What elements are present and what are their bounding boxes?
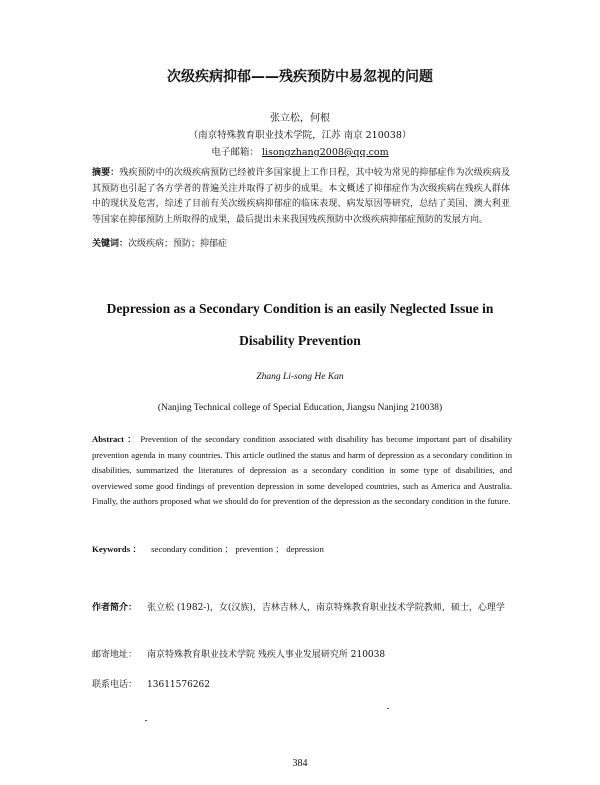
english-title-line-1: Depression as a Secondary Condition is an easily Neglected Issue in xyxy=(106,301,494,316)
chinese-authors: 张立松，何根 xyxy=(270,113,330,124)
email-label: 电子邮箱： xyxy=(211,147,259,158)
scan-speck xyxy=(387,708,389,709)
chinese-affiliation: （南京特殊教育职业技术学院，江苏 南京 210038） xyxy=(188,130,412,141)
english-authors: Zhang Li-song He Kan xyxy=(256,372,344,382)
english-keywords-label: Keywords ： xyxy=(92,544,142,554)
english-abstract xyxy=(92,432,512,510)
chinese-keywords xyxy=(92,236,227,249)
mailing-address-label: 邮寄地址： xyxy=(92,650,138,660)
author-bio-label: 作者简介： xyxy=(92,603,138,613)
page-number: 384 xyxy=(292,758,308,769)
english-affiliation: (Nanjing Technical college of Special Education, Jiangsu Nanjing 210038) xyxy=(157,403,443,413)
english-abstract-text: Prevention of the secondary condition associated with disability has become important part of disability prevention agenda in many countries. This article outlined the status and harm of depression as a secondary condition in disabilities, summarized the literatures of depression as a secondary condition in some type of disabilities, and overviewed some good findings of prevention depression in some developed countries, such as America and Australia. Finally, the authors proposed what we should do for prevention of the depression as the secondary condition in the future. xyxy=(92,434,512,507)
mailing-address-text: 南京特殊教育职业技术学院 残疾人事业发展研究所 210038 xyxy=(147,650,386,660)
scan-speck xyxy=(145,720,147,721)
chinese-abstract-label: 摘要： xyxy=(92,168,120,178)
contact-phone xyxy=(92,677,512,693)
chinese-keywords-label: 关键词： xyxy=(92,239,129,249)
contact-phone-text: 13611576262 xyxy=(147,680,211,690)
chinese-abstract xyxy=(92,166,510,228)
contact-phone-label: 联系电话： xyxy=(92,680,138,690)
english-title-line-2: Disability Prevention xyxy=(239,333,361,348)
email-address[interactable]: lisongzhang2008@qq.com xyxy=(261,147,389,158)
author-bio xyxy=(92,600,512,616)
chinese-title: 次级疾病抑郁——残疾预防中易忽视的问题 xyxy=(167,69,433,85)
author-bio-text: 张立松 (1982-)，女(汉族)，吉林吉林人，南京特殊教育职业技术学院教师，硕士，心理学 xyxy=(147,603,505,613)
english-abstract-label: Abstract ： xyxy=(92,434,138,444)
email-line xyxy=(0,144,600,158)
english-keywords xyxy=(92,542,324,555)
chinese-keywords-text: 次级疾病；预防；抑郁症 xyxy=(128,239,228,249)
chinese-abstract-text: 残疾预防中的次级疾病预防已经被许多国家提上工作日程，其中较为常见的抑郁症作为次级疾病及其预防也引起了各方学者的普遍关注并取得了初步的成果。本文概述了抑郁症作为次级疾病在残疾人群体中的现状及危害，综述了目前有关次级疾病抑郁症的临床表现、病发原因等研究，总结了美国、澳大利亚等国家在抑郁预防上所取得的成果，最后提出未来我国残疾预防中次级疾病抑郁症预防的发展方向。 xyxy=(92,168,510,225)
mailing-address xyxy=(92,647,512,663)
english-keywords-text: secondary condition ； prevention ； depression xyxy=(151,544,324,554)
